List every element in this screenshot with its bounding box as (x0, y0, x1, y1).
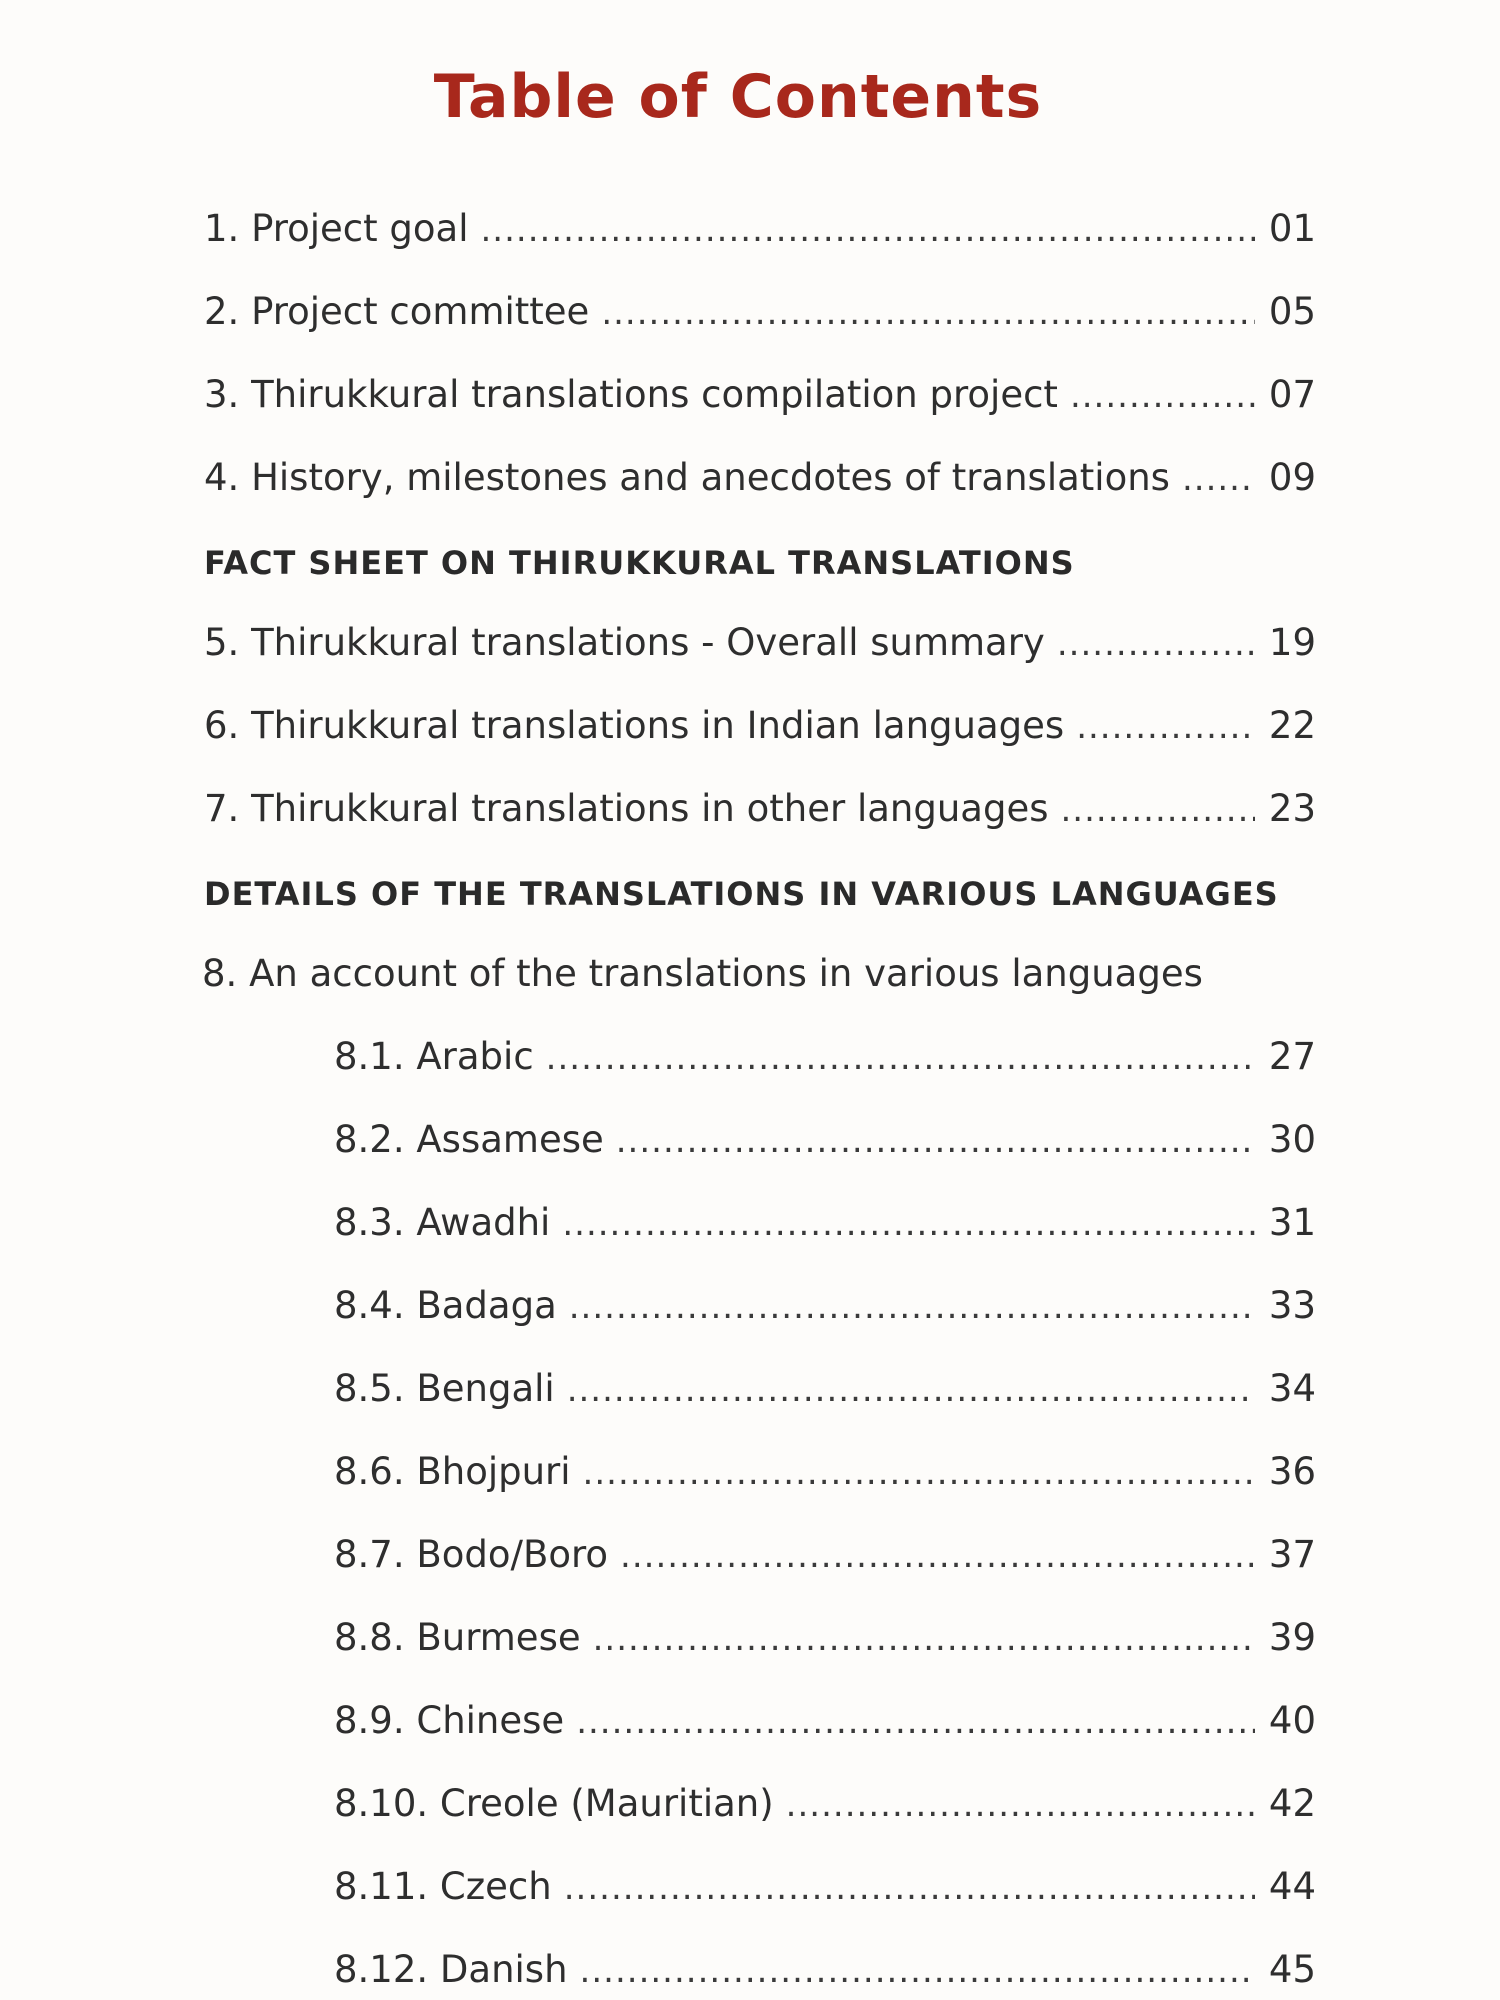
toc-subentry-assamese (334, 1117, 1316, 1164)
toc-page-number: 34 (1268, 1367, 1316, 1410)
toc-entry-label: 5. Thirukkural translations - Overall summary (204, 621, 1045, 664)
dot-leader (583, 1450, 1255, 1496)
section-heading-fact-sheet: FACT SHEET ON THIRUKKURAL TRANSLATIONS (204, 544, 1075, 582)
toc-entry-label: 8.8. Burmese (334, 1616, 581, 1659)
toc-entry-other-languages (204, 786, 1316, 833)
toc-subentry-czech (334, 1864, 1316, 1911)
dot-leader (1070, 373, 1255, 419)
toc-page-number: 40 (1268, 1699, 1316, 1742)
toc-entry-project-committee (204, 289, 1316, 336)
toc-subentry-badaga (334, 1283, 1316, 1330)
toc-subentry-bodo-boro (334, 1532, 1316, 1579)
toc-page-number: 39 (1268, 1616, 1316, 1659)
page-title: Table of Contents (433, 62, 1043, 132)
toc-entry-history (204, 455, 1316, 502)
toc-page-number: 19 (1268, 621, 1316, 664)
dot-leader (562, 1201, 1255, 1247)
toc-entry-label: 8.1. Arabic (334, 1035, 534, 1078)
dot-leader (1061, 787, 1255, 833)
toc-entry-overall-summary (204, 620, 1316, 667)
dot-leader (616, 1118, 1255, 1164)
toc-page-number: 27 (1268, 1035, 1316, 1078)
toc-subentry-danish (334, 1947, 1316, 1994)
toc-entry-label: 8.10. Creole (Mauritian) (334, 1782, 774, 1825)
toc-entry-label: 4. History, milestones and anecdotes of translations (204, 456, 1170, 499)
toc-page-number: 23 (1268, 787, 1316, 830)
section-heading-details: DETAILS OF THE TRANSLATIONS IN VARIOUS LANGUAGES (204, 875, 1279, 913)
toc-page-number: 30 (1268, 1118, 1316, 1161)
toc-subentry-awadhi (334, 1200, 1316, 1247)
toc-entry-label: 8.11. Czech (334, 1865, 552, 1908)
toc-page-number: 31 (1268, 1201, 1316, 1244)
dot-leader (593, 1616, 1255, 1662)
toc-subentry-chinese (334, 1698, 1316, 1745)
toc-page-number: 36 (1268, 1450, 1316, 1493)
toc-page-number: 42 (1268, 1782, 1316, 1825)
toc-subentry-bhojpuri (334, 1449, 1316, 1496)
toc-entry-label: 8.12. Danish (334, 1948, 568, 1991)
toc-entry-label: 7. Thirukkural translations in other languages (204, 787, 1049, 830)
dot-leader (620, 1533, 1255, 1579)
toc-page-number: 44 (1268, 1865, 1316, 1908)
toc-subentry-creole (334, 1781, 1316, 1828)
dot-leader (1076, 704, 1255, 750)
toc-page-number: 45 (1268, 1948, 1316, 1991)
toc-page-number: 22 (1268, 704, 1316, 747)
toc-entry-label: 8.4. Badaga (334, 1284, 557, 1327)
toc-entry-label: 1. Project goal (204, 207, 469, 250)
toc-page-number: 05 (1268, 290, 1316, 333)
toc-entry-label: 8.5. Bengali (334, 1367, 555, 1410)
toc-entry-label: 8.7. Bodo/Boro (334, 1533, 609, 1576)
dot-leader (1057, 621, 1255, 667)
toc-entry-label: 3. Thirukkural translations compilation project (204, 373, 1058, 416)
toc-subentry-bengali (334, 1366, 1316, 1413)
dot-leader (786, 1782, 1255, 1828)
dot-leader (569, 1284, 1255, 1330)
toc-entry-indian-languages (204, 703, 1316, 750)
dot-leader (580, 1948, 1255, 1994)
toc-entry-label: 8.3. Awadhi (334, 1201, 551, 1244)
toc-entry-account: 8. An account of the translations in various languages (202, 952, 1203, 995)
toc-page-number: 07 (1268, 373, 1316, 416)
toc-page-number: 37 (1268, 1533, 1316, 1576)
dot-leader (1182, 456, 1255, 502)
toc-entry-label: 8.6. Bhojpuri (334, 1450, 571, 1493)
toc-entry-label: 2. Project committee (204, 290, 590, 333)
dot-leader (564, 1865, 1255, 1911)
toc-entry-label: 6. Thirukkural translations in Indian languages (204, 704, 1065, 747)
dot-leader (576, 1699, 1255, 1745)
dot-leader (567, 1367, 1255, 1413)
toc-entry-compilation-project (204, 372, 1316, 419)
toc-entry-label: 8.2. Assamese (334, 1118, 604, 1161)
toc-subentry-arabic (334, 1034, 1316, 1081)
toc-subentry-burmese (334, 1615, 1316, 1662)
toc-page-number: 09 (1268, 456, 1316, 499)
toc-page-number: 01 (1268, 207, 1316, 250)
dot-leader (546, 1035, 1255, 1081)
dot-leader (601, 290, 1255, 336)
dot-leader (481, 207, 1255, 253)
toc-page-number: 33 (1268, 1284, 1316, 1327)
toc-entry-project-goal (204, 206, 1316, 253)
toc-entry-label: 8.9. Chinese (334, 1699, 565, 1742)
